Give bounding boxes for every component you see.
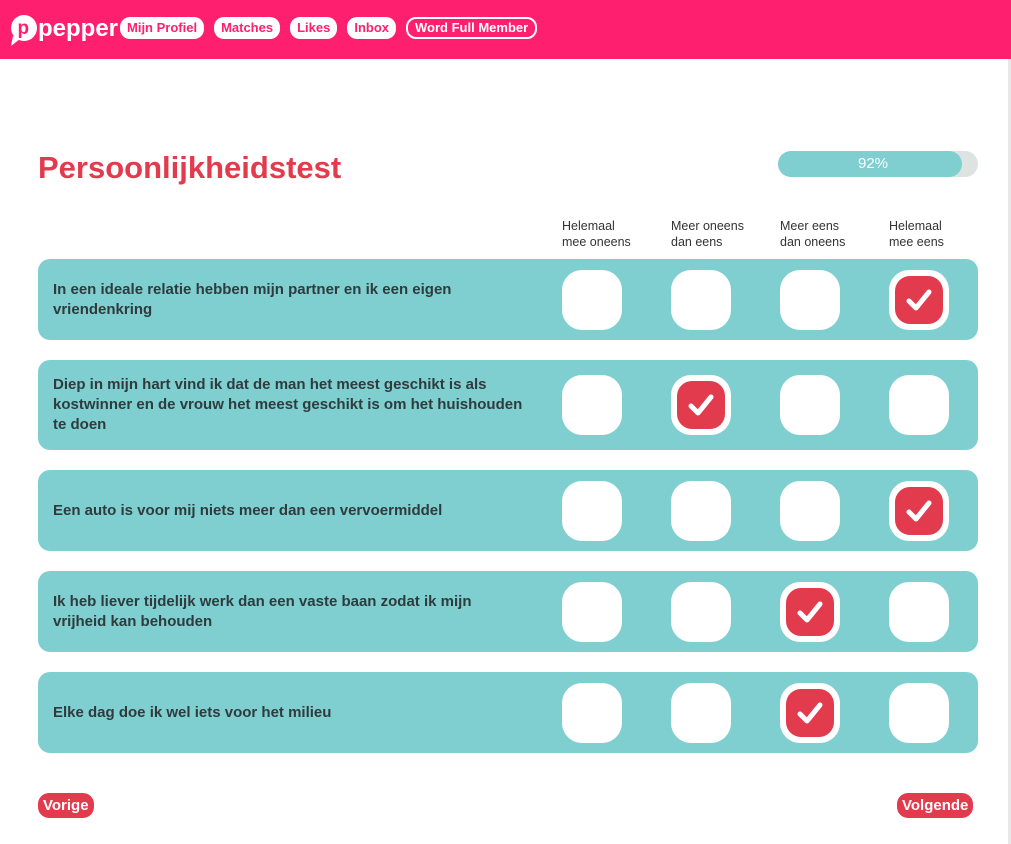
nav-mijn-profiel[interactable]: Mijn Profiel — [120, 17, 204, 39]
answer-option[interactable] — [671, 481, 731, 541]
checkmark-icon — [895, 276, 943, 324]
column-header-meer-eens — [780, 218, 870, 250]
nav-matches[interactable]: Matches — [214, 17, 280, 39]
answer-option[interactable] — [562, 375, 622, 435]
page-title: Persoonlijkheidstest — [38, 150, 342, 185]
answer-option[interactable] — [889, 270, 949, 330]
question-text: Ik heb liever tijdelijk werk dan een vaste baan zodat ik mijn vrijheid kan behouden — [53, 592, 472, 630]
column-header-line: mee eens — [889, 235, 944, 249]
answer-option[interactable] — [671, 375, 731, 435]
answer-option[interactable] — [780, 582, 840, 642]
answer-option[interactable] — [562, 582, 622, 642]
answer-option[interactable] — [671, 683, 731, 743]
column-header-line: Meer eens — [780, 219, 840, 233]
answer-option[interactable] — [562, 270, 622, 330]
column-header-line: Meer oneens — [671, 219, 744, 233]
checkmark-icon — [677, 381, 725, 429]
answer-option[interactable] — [889, 683, 949, 743]
answer-option[interactable] — [889, 375, 949, 435]
top-bar — [0, 0, 1011, 59]
column-header-line: Helemaal — [562, 219, 615, 233]
main-nav — [120, 17, 537, 39]
vorige-button[interactable]: Vorige — [38, 793, 94, 818]
column-header-line: dan oneens — [780, 235, 846, 249]
answer-option[interactable] — [780, 481, 840, 541]
column-header-line: Helemaal — [889, 219, 942, 233]
progress-bar — [778, 151, 978, 177]
answer-option[interactable] — [780, 270, 840, 330]
question-text: In een ideale relatie hebben mijn partner en ik een eigen vriendenkring — [53, 280, 452, 318]
answer-option[interactable] — [671, 582, 731, 642]
column-header-meer-oneens — [671, 218, 761, 250]
word-full-member-button[interactable]: Word Full Member — [406, 17, 537, 39]
answer-option[interactable] — [780, 375, 840, 435]
svg-text:p: p — [17, 18, 30, 39]
answer-option[interactable] — [562, 683, 622, 743]
checkmark-icon — [786, 689, 834, 737]
column-header-line: mee oneens — [562, 235, 631, 249]
nav-likes[interactable]: Likes — [290, 17, 337, 39]
pepper-logo[interactable] — [8, 12, 119, 48]
answer-option[interactable] — [780, 683, 840, 743]
column-header-helemaal-mee-eens — [889, 218, 979, 250]
answer-option[interactable] — [889, 582, 949, 642]
answer-option[interactable] — [889, 481, 949, 541]
svg-text:pepper: pepper — [38, 15, 119, 42]
answer-option[interactable] — [562, 481, 622, 541]
checkmark-icon — [895, 487, 943, 535]
column-header-line: dan eens — [671, 235, 723, 249]
question-text: Een auto is voor mij niets meer dan een vervoermiddel — [53, 501, 443, 519]
column-header-helemaal-mee-oneens — [562, 218, 652, 250]
answer-option[interactable] — [671, 270, 731, 330]
question-text: Elke dag doe ik wel iets voor het milieu — [53, 703, 332, 721]
nav-inbox[interactable]: Inbox — [347, 17, 396, 39]
question-text: Diep in mijn hart vind ik dat de man het meest geschikt is als kostwinner en de vrouw het meest geschikt is om het huishouden te doen — [53, 376, 523, 433]
checkmark-icon — [786, 588, 834, 636]
volgende-button[interactable]: Volgende — [897, 793, 973, 818]
progress-label: 92% — [857, 155, 889, 172]
pepper-logo-mark — [8, 12, 119, 48]
